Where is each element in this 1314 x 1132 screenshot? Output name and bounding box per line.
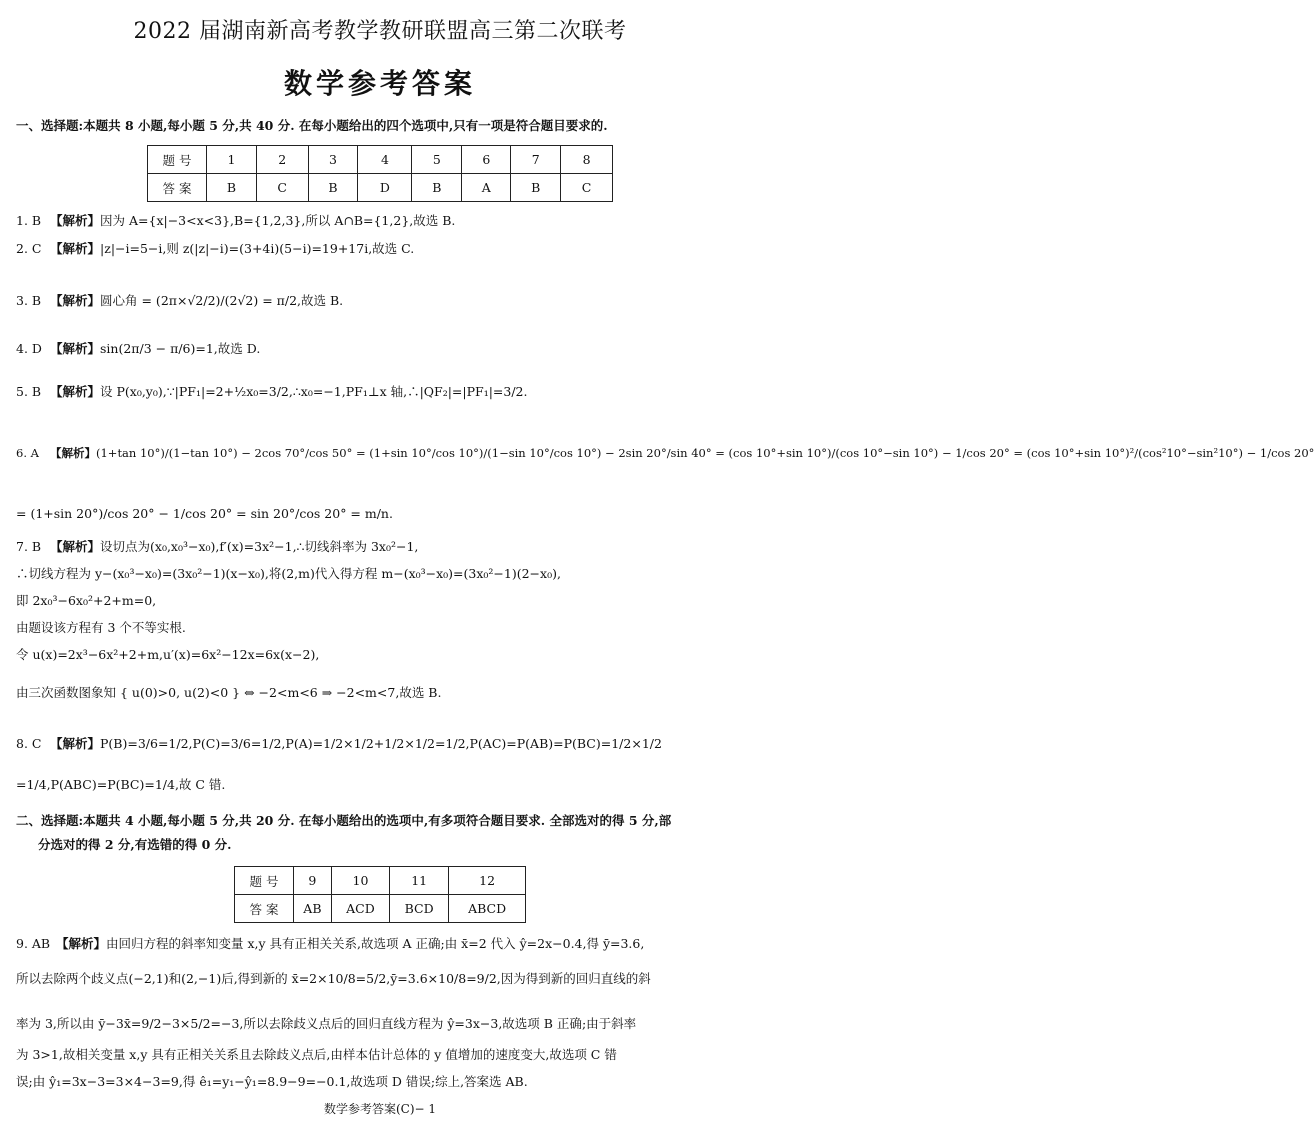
solution-text: 令 u(x)=2x³−6x²+2+m,u′(x)=6x²−12x=6x(x−2), [16, 647, 320, 662]
solution-number: 2. C [16, 241, 42, 256]
solution-7-line2 [16, 565, 746, 583]
solution-7-line5 [16, 646, 746, 664]
analysis-tag: 【解析】 [50, 241, 101, 256]
solution-text: 设切点为(x₀,x₀³−x₀),f′(x)=3x²−1,∴切线斜率为 3x₀²−1, [100, 539, 419, 554]
solution-text: sin(2π/3 − π/6)=1,故选 D. [100, 341, 261, 356]
solution-text: P(B)=3/6=1/2,P(C)=3/6=1/2,P(A)=1/2×1/2+1/2×1/2=1/2,P(AC)=P(AB)=P(BC)=1/2×1/2 [100, 736, 662, 751]
solution-number: 3. B [16, 293, 42, 308]
table-header-cell: 题 号 [235, 867, 294, 895]
exam-title: 2022 届湖南新高考教学教研联盟高三第二次联考 [133, 19, 627, 44]
solution-3 [16, 292, 746, 310]
solution-text: 由题设该方程有 3 个不等实根. [16, 620, 186, 635]
table-cell: 12 [449, 867, 526, 895]
solution-7-line6 [16, 684, 746, 702]
table-cell: B [207, 174, 257, 202]
solution-text: 率为 3,所以由 ȳ−3x̄=9/2−3×5/2=−3,所以去除歧义点后的回归直线方程为 ŷ=3x−3,故选项 B 正确;由于斜率 [16, 1016, 637, 1031]
table-row-answers [148, 174, 613, 202]
table-cell: 11 [390, 867, 449, 895]
solution-number: 9. AB [16, 936, 51, 951]
analysis-tag: 【解析】 [50, 213, 101, 228]
table-cell: ABCD [449, 895, 526, 923]
solution-9-line5 [16, 1073, 746, 1091]
table-cell: A [462, 174, 511, 202]
answer-table-1 [147, 145, 613, 202]
solution-text: = (1+sin 20°)/cos 20° − 1/cos 20° = sin 20°/cos 20° = m/n. [16, 506, 393, 521]
solution-text: 误;由 ŷ₁=3x−3=3×4−3=9,得 ê₁=y₁−ŷ₁=8.9−9=−0.1,故选项 D 错误;综上,答案选 AB. [16, 1074, 528, 1089]
page-footer: 数学参考答案(C)− 1 [323, 1102, 437, 1116]
table-cell: C [561, 174, 613, 202]
solution-9-line4 [16, 1046, 746, 1064]
solution-number: 1. B [16, 213, 42, 228]
solution-text: 所以去除两个歧义点(−2,1)和(2,−1)后,得到新的 x̄=2×10/8=5/2,ȳ=3.6×10/8=9/2,因为得到新的回归直线的斜 [16, 971, 651, 986]
table-cell: 8 [561, 146, 613, 174]
table-cell: 2 [256, 146, 308, 174]
analysis-tag: 【解析】 [50, 384, 101, 399]
solution-number: 6. A [16, 446, 39, 460]
table-cell: 3 [308, 146, 358, 174]
solution-text: ∴切线方程为 y−(x₀³−x₀)=(3x₀²−1)(x−x₀),将(2,m)代入得方程 m−(x₀³−x₀)=(3x₀²−1)(2−x₀), [16, 566, 561, 581]
solution-7-line3 [16, 592, 746, 610]
table-row-answers [235, 895, 526, 923]
table-cell: 9 [294, 867, 332, 895]
table-cell: 10 [331, 867, 389, 895]
table-row-numbers [148, 146, 613, 174]
table-cell: C [256, 174, 308, 202]
solution-6-cont [16, 505, 746, 523]
table-header-cell: 答 案 [235, 895, 294, 923]
table-row-numbers [235, 867, 526, 895]
solution-text: 圆心角 = (2π×√2/2)/(2√2) = π/2,故选 B. [100, 293, 344, 308]
solution-7 [16, 538, 746, 556]
solution-8 [16, 735, 746, 753]
solution-number: 4. D [16, 341, 42, 356]
solution-text: |z|−i=5−i,则 z(|z|−i)=(3+4i)(5−i)=19+17i,故选 C. [100, 241, 415, 256]
table-cell: B [308, 174, 358, 202]
table-cell: BCD [390, 895, 449, 923]
table-cell: 1 [207, 146, 257, 174]
solution-9-line2 [16, 970, 746, 988]
section2-heading-line1: 二、选择题:本题共 4 小题,每小题 5 分,共 20 分. 在每小题给出的选项中,有多项符合题目要求. 全部选对的得 5 分,部 [16, 813, 672, 828]
solution-text: 由三次函数图象知 { u(0)>0, u(2)<0 } ⇔ −2<m<6 ⇒ −2<m<7,故选 B. [16, 685, 442, 700]
table-cell: 6 [462, 146, 511, 174]
section2-heading-line2: 分选对的得 2 分,有选错的得 0 分. [38, 837, 232, 852]
solution-text: 由回归方程的斜率知变量 x,y 具有正相关关系,故选项 A 正确;由 x̄=2 代入 ŷ=2x−0.4,得 ȳ=3.6, [106, 936, 645, 951]
solution-9 [16, 935, 746, 953]
analysis-tag: 【解析】 [50, 293, 101, 308]
solution-2 [16, 240, 746, 258]
solution-number: 7. B [16, 539, 42, 554]
table-cell: 4 [358, 146, 412, 174]
analysis-tag: 【解析】 [56, 936, 107, 951]
solution-6 [16, 444, 1314, 462]
solution-text: 为 3>1,故相关变量 x,y 具有正相关关系且去除歧义点后,由样本估计总体的 y 值增加的速度变大,故选项 C 错 [16, 1047, 617, 1062]
solution-number: 5. B [16, 384, 42, 399]
solution-9-line3 [16, 1015, 746, 1033]
solution-text: 即 2x₀³−6x₀²+2+m=0, [16, 593, 157, 608]
table-header-cell: 答 案 [148, 174, 207, 202]
solution-7-line4 [16, 619, 746, 637]
table-cell: 5 [412, 146, 462, 174]
section1-heading: 一、选择题:本题共 8 小题,每小题 5 分,共 40 分. 在每小题给出的四个选项中,只有一项是符合题目要求的. [16, 118, 608, 133]
table-cell: AB [294, 895, 332, 923]
solution-text: 因为 A={x|−3<x<3},B={1,2,3},所以 A∩B={1,2},故选 B. [100, 213, 456, 228]
solution-8-cont [16, 776, 746, 794]
table-header-cell: 题 号 [148, 146, 207, 174]
table-cell: B [511, 174, 561, 202]
solution-1 [16, 212, 746, 230]
solution-text: (1+tan 10°)/(1−tan 10°) − 2cos 70°/cos 50° = (1+sin 10°/cos 10°)/(1−sin 10°/cos 10°) − 2sin 20°/sin 40° = (cos 10°+sin 10°)/(cos 10°−sin 10°) − 1/cos 20° = (cos 10°+sin 10°)²/(cos²10°−sin²10°) − 1/cos 20° [96, 446, 1314, 460]
table-cell: D [358, 174, 412, 202]
solution-4 [16, 340, 746, 358]
analysis-tag: 【解析】 [50, 539, 101, 554]
analysis-tag: 【解析】 [50, 446, 96, 460]
table-cell: ACD [331, 895, 389, 923]
analysis-tag: 【解析】 [50, 736, 101, 751]
solution-text: =1/4,P(ABC)=P(BC)=1/4,故 C 错. [16, 777, 226, 792]
solution-number: 8. C [16, 736, 42, 751]
table-cell: 7 [511, 146, 561, 174]
table-cell: B [412, 174, 462, 202]
answer-key-title: 数学参考答案 [283, 67, 476, 100]
solution-5 [16, 383, 746, 401]
answer-table-2 [234, 866, 526, 923]
analysis-tag: 【解析】 [50, 341, 101, 356]
solution-text: 设 P(x₀,y₀),∵|PF₁|=2+½x₀=3/2,∴x₀=−1,PF₁⊥x 轴,∴|QF₂|=|PF₁|=3/2. [100, 384, 528, 399]
